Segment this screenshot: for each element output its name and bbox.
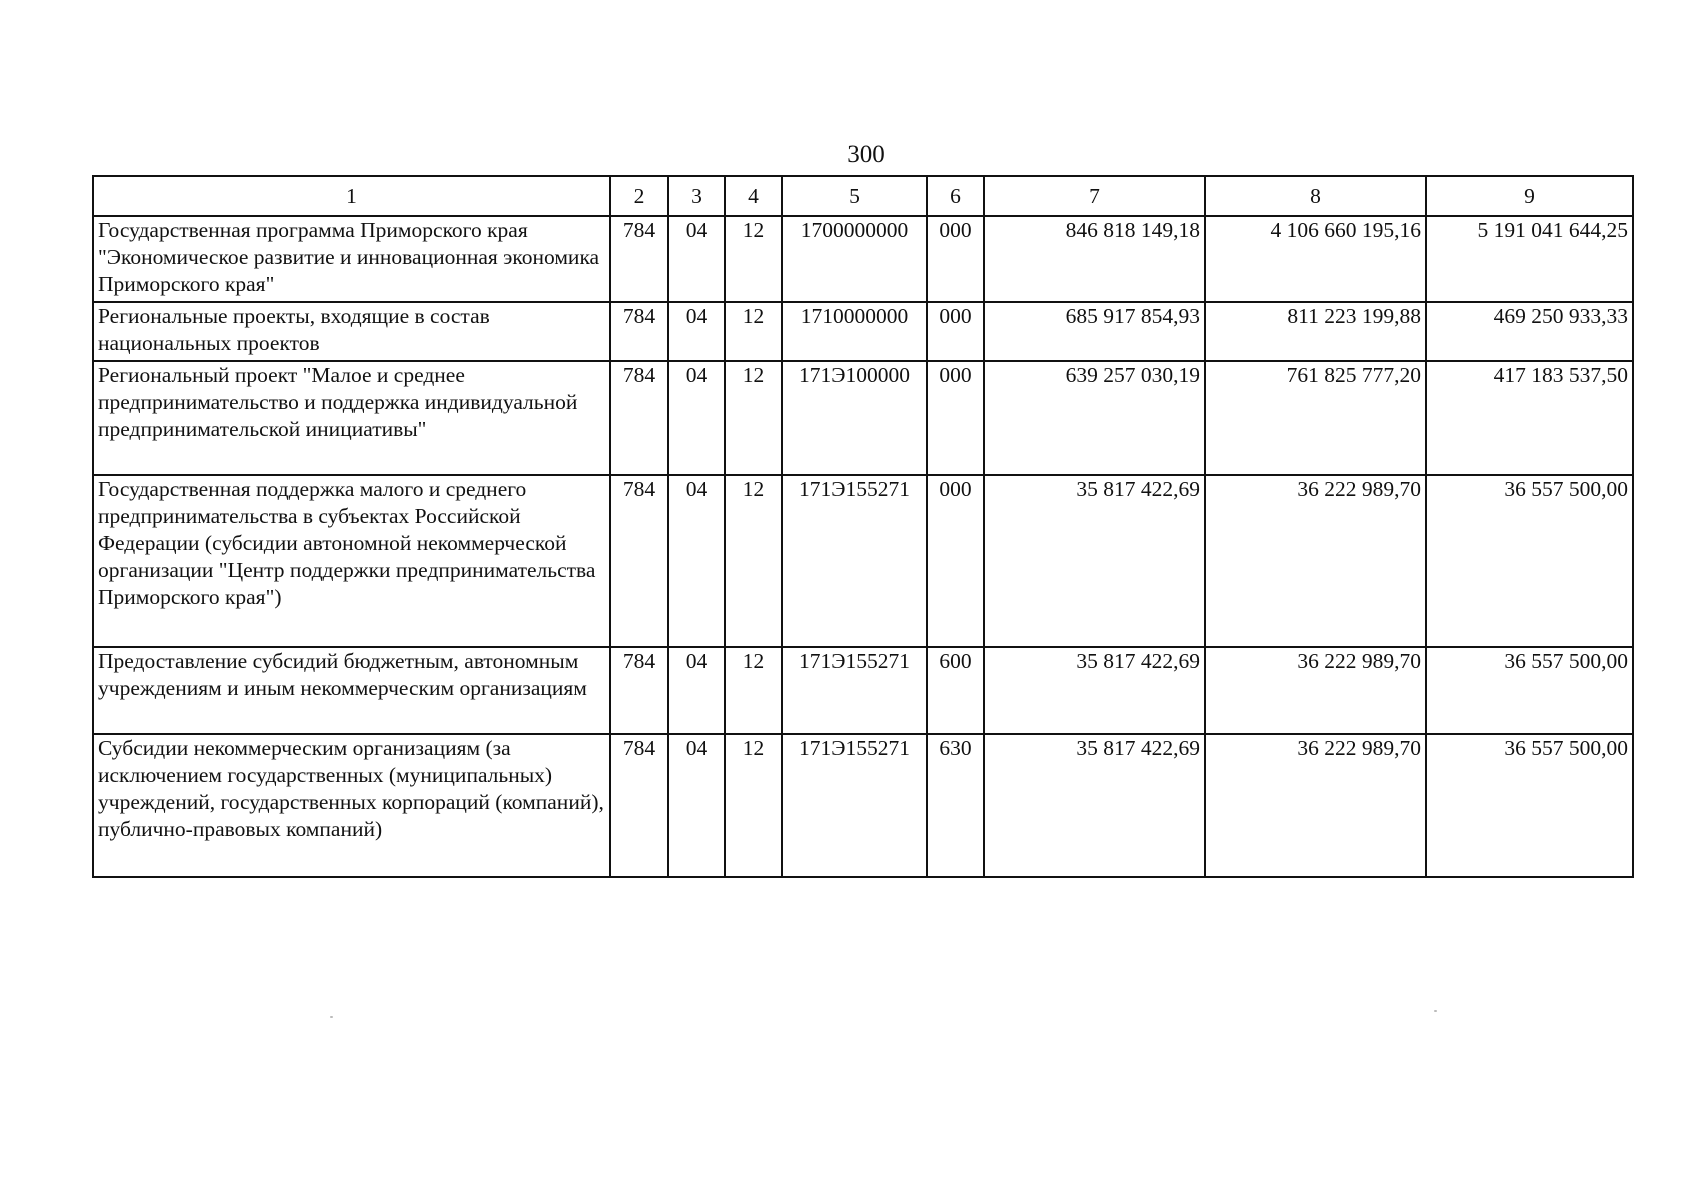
row-code-2: 784 xyxy=(610,647,668,734)
column-header-6: 6 xyxy=(927,176,984,216)
column-header-5: 5 xyxy=(782,176,927,216)
row-amount-9: 36 557 500,00 xyxy=(1426,647,1633,734)
row-code-3: 04 xyxy=(668,302,725,361)
row-amount-9: 417 183 537,50 xyxy=(1426,361,1633,475)
budget-table xyxy=(92,175,1634,878)
row-code-2: 784 xyxy=(610,475,668,647)
row-code-2: 784 xyxy=(610,302,668,361)
row-code-3: 04 xyxy=(668,647,725,734)
table-row xyxy=(93,647,1633,734)
row-amount-9: 5 191 041 644,25 xyxy=(1426,216,1633,302)
row-code-5: 171Э100000 xyxy=(782,361,927,475)
row-code-3: 04 xyxy=(668,216,725,302)
table-header-row xyxy=(93,176,1633,216)
row-code-4: 12 xyxy=(725,475,782,647)
row-code-3: 04 xyxy=(668,734,725,877)
column-header-2: 2 xyxy=(610,176,668,216)
row-amount-9: 36 557 500,00 xyxy=(1426,734,1633,877)
row-amount-8: 761 825 777,20 xyxy=(1205,361,1426,475)
row-amount-9: 469 250 933,33 xyxy=(1426,302,1633,361)
column-header-3: 3 xyxy=(668,176,725,216)
row-name: Региональные проекты, входящие в состав национальных проектов xyxy=(93,302,610,361)
row-amount-9: 36 557 500,00 xyxy=(1426,475,1633,647)
column-header-1: 1 xyxy=(93,176,610,216)
table-row xyxy=(93,475,1633,647)
row-code-5: 171Э155271 xyxy=(782,734,927,877)
row-amount-7: 35 817 422,69 xyxy=(984,647,1205,734)
row-amount-8: 36 222 989,70 xyxy=(1205,475,1426,647)
row-amount-7: 35 817 422,69 xyxy=(984,475,1205,647)
row-amount-8: 4 106 660 195,16 xyxy=(1205,216,1426,302)
row-code-4: 12 xyxy=(725,302,782,361)
row-code-5: 1710000000 xyxy=(782,302,927,361)
row-code-2: 784 xyxy=(610,734,668,877)
row-code-4: 12 xyxy=(725,361,782,475)
column-header-8: 8 xyxy=(1205,176,1426,216)
row-code-3: 04 xyxy=(668,475,725,647)
row-name: Государственная программа Приморского края "Экономическое развитие и инновационная экономика Приморского края" xyxy=(93,216,610,302)
table-row xyxy=(93,216,1633,302)
column-header-4: 4 xyxy=(725,176,782,216)
table-row xyxy=(93,361,1633,475)
row-name: Субсидии некоммерческим организациям (за исключением государственных (муниципальных) учреждений, государственных корпораций (компаний), публично-правовых компаний) xyxy=(93,734,610,877)
row-code-2: 784 xyxy=(610,216,668,302)
page-number: 300 xyxy=(847,141,885,168)
row-amount-8: 36 222 989,70 xyxy=(1205,647,1426,734)
scan-speck xyxy=(330,1016,333,1018)
row-amount-7: 35 817 422,69 xyxy=(984,734,1205,877)
column-header-9: 9 xyxy=(1426,176,1633,216)
row-code-3: 04 xyxy=(668,361,725,475)
row-code-4: 12 xyxy=(725,647,782,734)
row-code-6: 000 xyxy=(927,216,984,302)
row-amount-7: 685 917 854,93 xyxy=(984,302,1205,361)
row-name: Региональный проект "Малое и среднее предпринимательство и поддержка индивидуальной предпринимательской инициативы" xyxy=(93,361,610,475)
row-code-2: 784 xyxy=(610,361,668,475)
row-name: Государственная поддержка малого и среднего предпринимательства в субъектах Российской Федерации (субсидии автономной некоммерческой организации "Центр поддержки предпринимательства Приморского края") xyxy=(93,475,610,647)
column-header-7: 7 xyxy=(984,176,1205,216)
row-code-5: 1700000000 xyxy=(782,216,927,302)
row-amount-7: 846 818 149,18 xyxy=(984,216,1205,302)
row-name: Предоставление субсидий бюджетным, автономным учреждениям и иным некоммерческим организациям xyxy=(93,647,610,734)
row-code-6: 000 xyxy=(927,361,984,475)
row-code-6: 630 xyxy=(927,734,984,877)
row-amount-7: 639 257 030,19 xyxy=(984,361,1205,475)
row-code-6: 000 xyxy=(927,302,984,361)
row-code-4: 12 xyxy=(725,216,782,302)
row-amount-8: 36 222 989,70 xyxy=(1205,734,1426,877)
row-code-5: 171Э155271 xyxy=(782,647,927,734)
row-code-5: 171Э155271 xyxy=(782,475,927,647)
scan-speck xyxy=(1434,1010,1437,1012)
row-code-6: 000 xyxy=(927,475,984,647)
table-row xyxy=(93,734,1633,877)
table-row xyxy=(93,302,1633,361)
row-code-6: 600 xyxy=(927,647,984,734)
row-amount-8: 811 223 199,88 xyxy=(1205,302,1426,361)
row-code-4: 12 xyxy=(725,734,782,877)
